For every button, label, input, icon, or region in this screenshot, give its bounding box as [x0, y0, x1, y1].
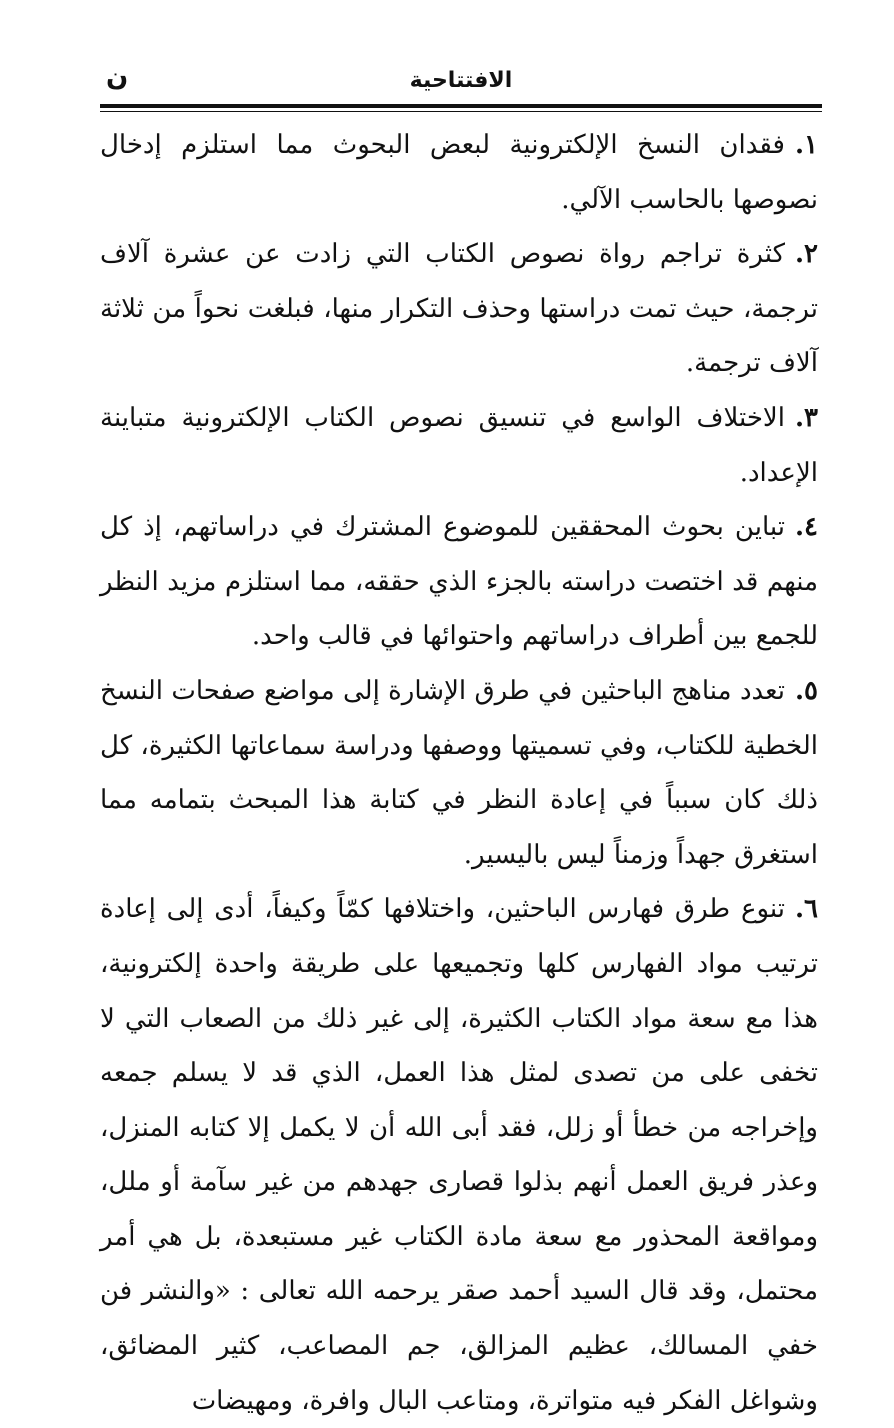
page-number: ن: [106, 62, 129, 92]
item-number: ٤.: [794, 512, 818, 543]
list-item: [100, 118, 818, 227]
list-item: [100, 391, 818, 500]
item-text: تعدد مناهج الباحثين في طرق الإشارة إلى مواضع صفحات النسخ الخطية للكتاب، وفي تسميتها ووصفها ودراسة سماعاتها الكثيرة، كل ذلك كان سبباً في إعادة النظر في كتابة هذا المبحث بتمامه مما استغرق جهداً وزمناً ليس باليسير.: [100, 675, 819, 870]
list-item: [100, 664, 818, 882]
header-rule-thick: [100, 104, 822, 108]
item-number: ٢.: [794, 239, 818, 270]
item-number: ٣.: [794, 402, 818, 433]
item-text: تباين بحوث المحققين للموضوع المشترك في دراساتهم، إذ كل منهم قد اختصت دراسته بالجزء الذي حققه، مما استلزم مزيد النظر للجمع بين أطراف دراساتهم واحتوائها في قالب واحد.: [100, 512, 818, 652]
item-text: كثرة تراجم رواة نصوص الكتاب التي زادت عن عشرة آلاف ترجمة، حيث تمت دراستها وحذف التكرار منها، فبلغت نحواً من ثلاثة آلاف ترجمة.: [100, 239, 818, 379]
page-body: [100, 118, 818, 1428]
list-item: [100, 227, 818, 391]
chapter-title: الافتتاحية: [409, 68, 513, 93]
item-number: ١.: [794, 130, 818, 160]
page-header: [100, 62, 822, 102]
item-number: ٦.: [794, 894, 818, 925]
item-number: ٥.: [794, 675, 818, 706]
item-text: تنوع طرق فهارس الباحثين، واختلافها كمّاً وكيفاً، أدى إلى إعادة ترتيب مواد الفهارس كلها وتجميعها على طريقة واحدة إلكترونية، هذا مع سعة مواد الكتاب الكثيرة، إلى غير ذلك من الصعاب التي لا تخفى على من تصدى لمثل هذا العمل، الذي قد لا يسلم جمعه وإخراجه من خطأ أو زلل، فقد أبى الله أن لا يكمل إلا كتابه المنزل، وعذر فريق العمل أنهم بذلوا قصارى جهدهم من غير سآمة أو ملل، ومواقعة المحذور مع سعة مادة الكتاب غير مستبعدة، بل هي أمر محتمل، وقد قال السيد أحمد صقر يرحمه الله تعالى : «والنشر فن خفي المسالك، عظيم المزالق، جم المصاعب، كثير المضائق، وشواغل الفكر فيه متواترة، ومتاعب البال وافرة، ومهيضات: [100, 894, 818, 1416]
header-rule-thin: [100, 111, 822, 112]
list-item: [100, 882, 818, 1428]
item-text: فقدان النسخ الإلكترونية لبعض البحوث مما استلزم إدخال نصوصها بالحاسب الآلي.: [100, 130, 818, 215]
list-item: [100, 500, 818, 664]
item-text: الاختلاف الواسع في تنسيق نصوص الكتاب الإلكترونية متباينة الإعداد.: [100, 402, 818, 488]
